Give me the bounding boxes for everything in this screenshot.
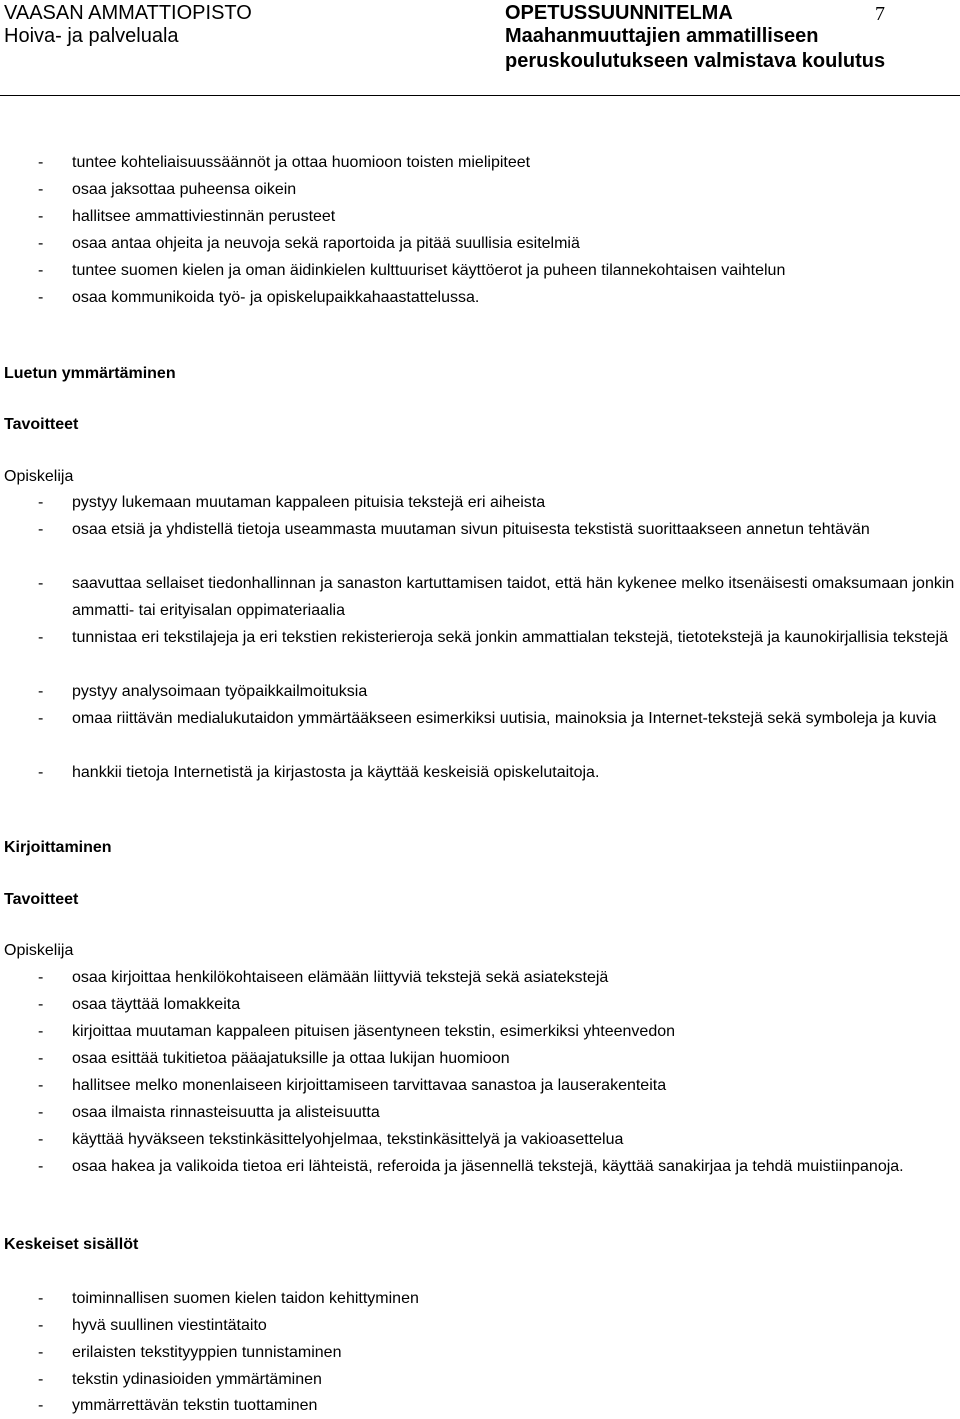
student-label: Opiskelija — [4, 468, 74, 485]
list-item — [38, 570, 958, 624]
bullet-dash: - — [38, 629, 44, 646]
list-item-text: osaa antaa ohjeita ja neuvoja sekä raportoida ja pitää suullisia esitelmiä — [72, 235, 580, 252]
list-item-text: erilaisten tekstityyppien tunnistaminen — [72, 1344, 342, 1361]
list-item — [38, 149, 958, 176]
list-item — [38, 1099, 958, 1126]
list-item-text: osaa kommunikoida työ- ja opiskelupaikkahaastattelussa. — [72, 289, 480, 306]
bullet-dash: - — [38, 1290, 44, 1307]
bullet-dash: - — [38, 764, 44, 781]
list-item — [38, 1285, 958, 1312]
bullet-dash: - — [38, 575, 44, 592]
list-item — [38, 203, 958, 230]
bullet-dash: - — [38, 235, 44, 252]
bullet-dash: - — [38, 289, 44, 306]
page-header — [0, 0, 960, 96]
list-item — [38, 516, 958, 543]
list-item-text: osaa esittää tukitietoa pääajatuksille ja ottaa lukijan huomioon — [72, 1050, 510, 1067]
list-item — [38, 964, 958, 991]
list-item-text: saavuttaa sellaiset tiedonhallinnan ja sanaston kartuttamisen taidot, että hän kykenee melko itsenäisesti omaksumaan jonkin ammatti- tai erityisalan oppimateriaalia — [72, 575, 955, 619]
bullet-dash: - — [38, 262, 44, 279]
course-title-line2: peruskoulutukseen valmistava koulutus — [505, 50, 886, 72]
bullet-dash: - — [38, 208, 44, 225]
list-item-text: osaa kirjoittaa henkilökohtaiseen elämään liittyviä tekstejä sekä asiatekstejä — [72, 969, 609, 986]
bullet-dash: - — [38, 1158, 44, 1175]
list-item-text: osaa etsiä ja yhdistellä tietoja useammasta muutaman sivun pituisesta tekstistä suorittaakseen annetun tehtävän — [72, 521, 870, 538]
list-item-text: osaa hakea ja valikoida tietoa eri lähteistä, referoida ja jäsennellä tekstejä, käyttää sanakirjaa ja tehdä muistiinpanoja. — [72, 1158, 904, 1175]
list-item — [38, 257, 958, 284]
bullet-dash: - — [38, 1131, 44, 1148]
bullet-dash: - — [38, 521, 44, 538]
department-name: Hoiva- ja palveluala — [4, 25, 179, 47]
list-item — [38, 176, 958, 203]
list-item-text: tuntee suomen kielen ja oman äidinkielen kulttuuriset käyttöerot ja puheen tilannekohtaisen vaihtelun — [72, 262, 786, 279]
goals-heading: Tavoitteet — [4, 891, 79, 908]
list-item — [38, 678, 958, 705]
list-item-text: tuntee kohteliaisuussäännöt ja ottaa huomioon toisten mielipiteet — [72, 154, 531, 171]
list-item-text: käyttää hyväkseen tekstinkäsittelyohjelmaa, tekstinkäsittelyä ja vakioasettelua — [72, 1131, 624, 1148]
bullet-dash: - — [38, 1104, 44, 1121]
list-item — [38, 489, 958, 516]
list-item-text: pystyy lukemaan muutaman kappaleen pituisia tekstejä eri aiheista — [72, 494, 546, 511]
list-item — [38, 705, 958, 732]
list-item — [38, 1153, 958, 1180]
header-divider — [0, 95, 960, 96]
bullet-dash: - — [38, 181, 44, 198]
bullet-dash: - — [38, 710, 44, 727]
list-item-text: omaa riittävän medialukutaidon ymmärtääkseen esimerkiksi uutisia, mainoksia ja Internet-tekstejä sekä symboleja ja kuvia — [72, 710, 937, 727]
list-item-text: osaa jaksottaa puheensa oikein — [72, 181, 297, 198]
course-title-line1: Maahanmuuttajien ammatilliseen — [505, 25, 819, 47]
bullet-dash: - — [38, 996, 44, 1013]
list-item-text: tunnistaa eri tekstilajeja ja eri tekstien rekisterieroja sekä jonkin ammattialan tekstejä, tietotekstejä ja kaunokirjallisia tekstejä — [72, 629, 948, 646]
list-item — [38, 1366, 958, 1393]
section-title-contents: Keskeiset sisällöt — [4, 1236, 139, 1253]
list-item-text: hallitsee ammattiviestinnän perusteet — [72, 208, 336, 225]
bullet-dash: - — [38, 1050, 44, 1067]
list-item-text: kirjoittaa muutaman kappaleen pituisen jäsentyneen tekstin, esimerkiksi yhteenvedon — [72, 1023, 676, 1040]
bullet-dash: - — [38, 1023, 44, 1040]
page-number: 7 — [875, 3, 885, 25]
section-title-reading: Luetun ymmärtäminen — [4, 365, 176, 382]
student-label: Opiskelija — [4, 942, 74, 959]
list-item — [38, 759, 958, 786]
list-item — [38, 991, 958, 1018]
list-item — [38, 1126, 958, 1153]
section-title-writing: Kirjoittaminen — [4, 839, 112, 856]
list-item-text: hankkii tietoja Internetistä ja kirjastosta ja käyttää keskeisiä opiskelutaitoja. — [72, 764, 600, 781]
list-item — [38, 624, 958, 651]
list-item — [38, 1339, 958, 1366]
list-item-text: osaa täyttää lomakkeita — [72, 996, 241, 1013]
document-type: OPETUSSUUNNITELMA — [505, 2, 733, 24]
list-item-text: tekstin ydinasioiden ymmärtäminen — [72, 1371, 322, 1388]
bullet-dash: - — [38, 1397, 44, 1414]
bullet-dash: - — [38, 154, 44, 171]
bullet-dash: - — [38, 1371, 44, 1388]
list-item — [38, 1018, 958, 1045]
bullet-dash: - — [38, 494, 44, 511]
bullet-dash: - — [38, 683, 44, 700]
list-item — [38, 1045, 958, 1072]
bullet-dash: - — [38, 1344, 44, 1361]
list-item — [38, 1392, 958, 1419]
list-item — [38, 284, 958, 311]
list-item — [38, 1312, 958, 1339]
list-item-text: osaa ilmaista rinnasteisuutta ja alisteisuutta — [72, 1104, 380, 1121]
list-item-text: hyvä suullinen viestintätaito — [72, 1317, 267, 1334]
list-item-text: toiminnallisen suomen kielen taidon kehittyminen — [72, 1290, 419, 1307]
goals-heading: Tavoitteet — [4, 416, 79, 433]
list-item — [38, 230, 958, 257]
list-item-text: pystyy analysoimaan työpaikkailmoituksia — [72, 683, 368, 700]
list-item-text: ymmärrettävän tekstin tuottaminen — [72, 1397, 318, 1414]
bullet-dash: - — [38, 1317, 44, 1334]
school-name: VAASAN AMMATTIOPISTO — [4, 2, 252, 24]
list-item — [38, 1072, 958, 1099]
bullet-dash: - — [38, 969, 44, 986]
bullet-dash: - — [38, 1077, 44, 1094]
list-item-text: hallitsee melko monenlaiseen kirjoittamiseen tarvittavaa sanastoa ja lauserakenteita — [72, 1077, 667, 1094]
